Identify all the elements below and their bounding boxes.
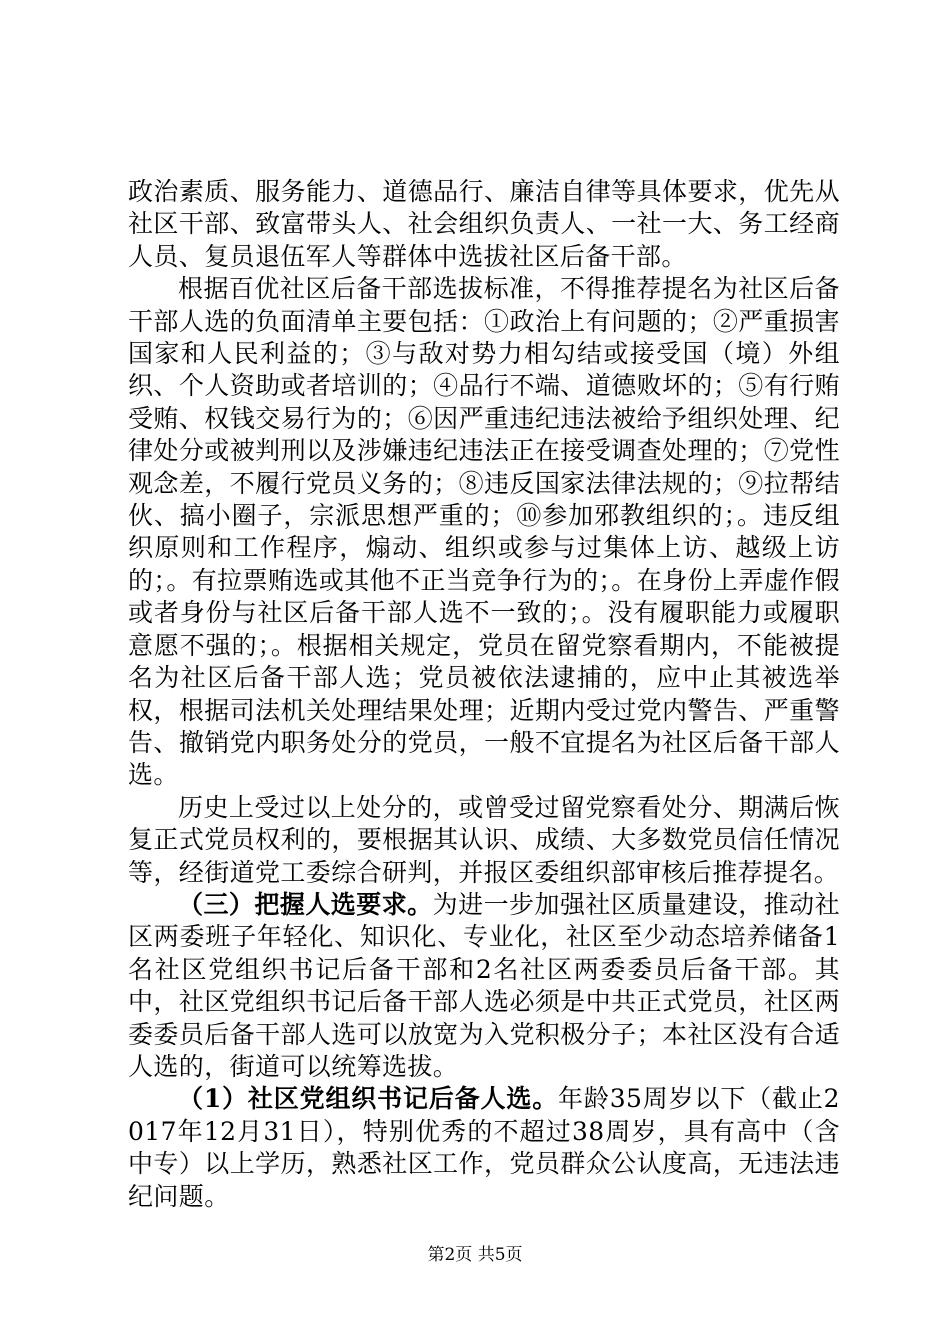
- section-heading: （1）社区党组织书记后备人选。: [178, 1084, 559, 1114]
- paragraph-negative-list: [128, 273, 840, 792]
- paragraph-text: 政治素质、服务能力、道德品行、廉洁自律等具体要求，优先从社区干部、致富带头人、社会组织负责人、一社一大、务工经商人员、复员退伍军人等群体中选拔社区后备干部。: [128, 177, 840, 271]
- paragraph-text: 为进一步加强社区质量建设，推动社区两委班子年轻化、知识化、专业化，社区至少动态培养储备1名社区党组织书记后备干部和2名社区两委委员后备干部。其中，社区党组织书记后备干部人选必须是中共正式党员，社区两委委员后备干部人选可以放宽为入党积极分子；本社区没有合适人选的，街道可以统筹选拔。: [128, 889, 840, 1081]
- paragraph-prior-discipline: [128, 792, 840, 889]
- paragraph-text: 根据百优社区后备干部选拔标准，不得推荐提名为社区后备干部人选的负面清单主要包括：①政治上有问题的；②严重损害国家和人民利益的；③与敌对势力相勾结或接受国（境）外组织、个人资助或者培训的；④品行不端、道德败坏的；⑤有行贿受贿、权钱交易行为的；⑥因严重违纪违法被给予组织处理、纪律处分或被判刑以及涉嫌违纪违法正在接受调查处理的；⑦党性观念差，不履行党员义务的；⑧违反国家法律法规的；⑨拉帮结伙、搞小圈子，宗派思想严重的；⑩参加邪教组织的；。违反组织原则和工作程序，煽动、组织或参与过集体上访、越级上访的；。有拉票贿选或其他不正当竞争行为的；。在身份上弄虚作假或者身份与社区后备干部人选不一致的；。没有履职能力或履职意愿不强的；。根据相关规定，党员在留党察看期内，不能被提名为社区后备干部人选；党员被依法逮捕的，应中止其被选举权，根据司法机关处理结果处理；近期内受过党内警告、严重警告、撤销党内职务处分的党员，一般不宜提名为社区后备干部人选。: [128, 274, 840, 790]
- paragraph-section-three: [128, 889, 840, 1083]
- paragraph-candidate-requirements-continued: [128, 176, 840, 273]
- page-number-footer: 第2页 共5页: [427, 1245, 523, 1265]
- paragraph-text: 年龄35周岁以下（截止2017年12月31日），特别优秀的不超过38周岁，具有高中（含中专）以上学历，熟悉社区工作，党员群众公认度高，无违法违纪问题。: [128, 1084, 840, 1211]
- paragraph-secretary-candidate: [128, 1083, 840, 1213]
- paragraph-text: 历史上受过以上处分的，或曾受过留党察看处分、期满后恢复正式党员权利的，要根据其认识、成绩、大多数党员信任情况等，经街道党工委综合研判，并报区委组织部审核后推荐提名。: [128, 792, 840, 887]
- document-body: [128, 176, 840, 1213]
- section-heading: （三）把握人选要求。: [178, 889, 433, 919]
